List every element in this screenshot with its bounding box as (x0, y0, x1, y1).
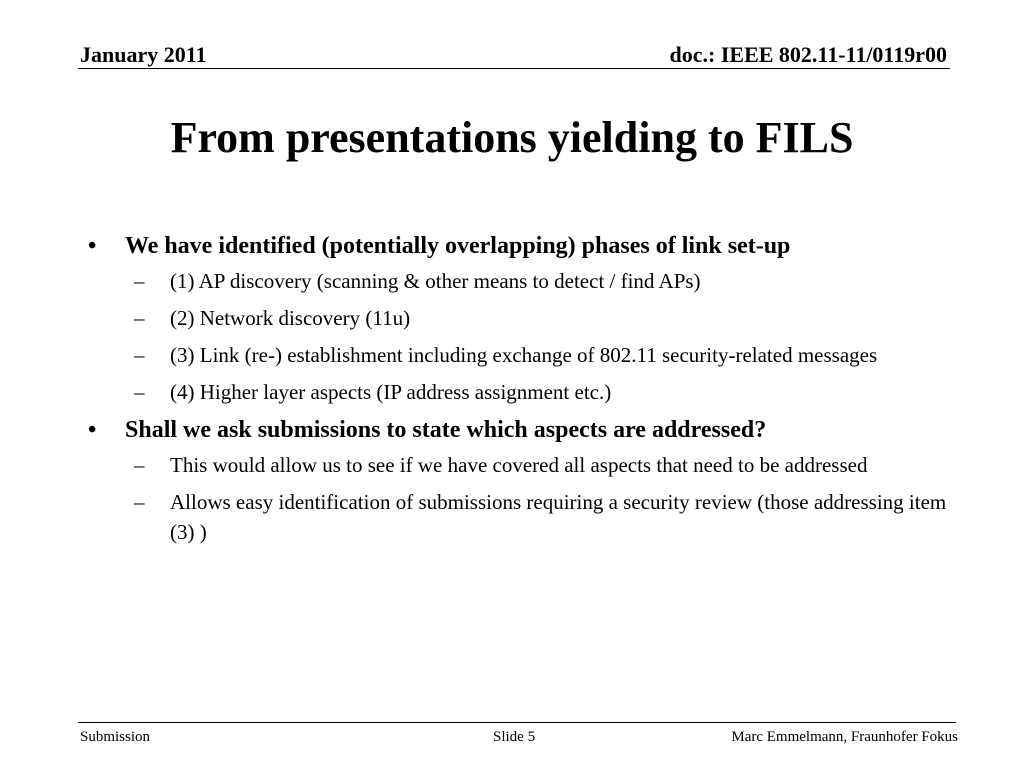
sub-item-text: (4) Higher layer aspects (IP address assignment etc.) (170, 380, 612, 404)
dash-marker: – (134, 453, 145, 477)
bullet-item (88, 414, 948, 446)
bullet-item (88, 230, 948, 262)
bullet-marker: • (88, 417, 97, 443)
dash-marker: – (134, 490, 145, 514)
sub-item-text: (3) Link (re-) establishment including exchange of 802.11 security-related messages (170, 343, 878, 367)
footer-divider (78, 722, 956, 723)
dash-marker: – (134, 306, 145, 330)
sub-item-text: Allows easy identification of submissions requiring a security review (those addressing item (3) ) (170, 490, 947, 544)
bullet-marker: • (88, 233, 97, 259)
slide-title: From presentations yielding to FILS (170, 113, 854, 162)
sub-item (88, 266, 948, 296)
footer-author: Marc Emmelmann, Fraunhofer Fokus (731, 729, 958, 745)
header-date: January 2011 (80, 42, 207, 67)
header-doc-id: doc.: IEEE 802.11-11/0119r00 (669, 42, 947, 67)
dash-marker: – (134, 269, 145, 293)
sub-item-text: This would allow us to see if we have covered all aspects that need to be addressed (170, 453, 868, 477)
sub-item-text: (2) Network discovery (11u) (170, 306, 411, 330)
header-divider (78, 68, 950, 69)
footer-submission: Submission (80, 729, 151, 745)
footer-slide-number: Slide 5 (493, 729, 536, 745)
sub-item (88, 303, 948, 333)
sub-item (88, 450, 948, 480)
bullet-text: We have identified (potentially overlapping) phases of link set-up (125, 233, 791, 259)
dash-marker: – (134, 343, 145, 367)
sub-item (88, 377, 948, 407)
bullet-text: Shall we ask submissions to state which aspects are addressed? (125, 417, 767, 443)
slide-body (88, 230, 948, 554)
sub-item (88, 340, 948, 370)
dash-marker: – (134, 380, 145, 404)
sub-item (88, 487, 948, 547)
sub-item-text: (1) AP discovery (scanning & other means to detect / find APs) (170, 269, 701, 293)
